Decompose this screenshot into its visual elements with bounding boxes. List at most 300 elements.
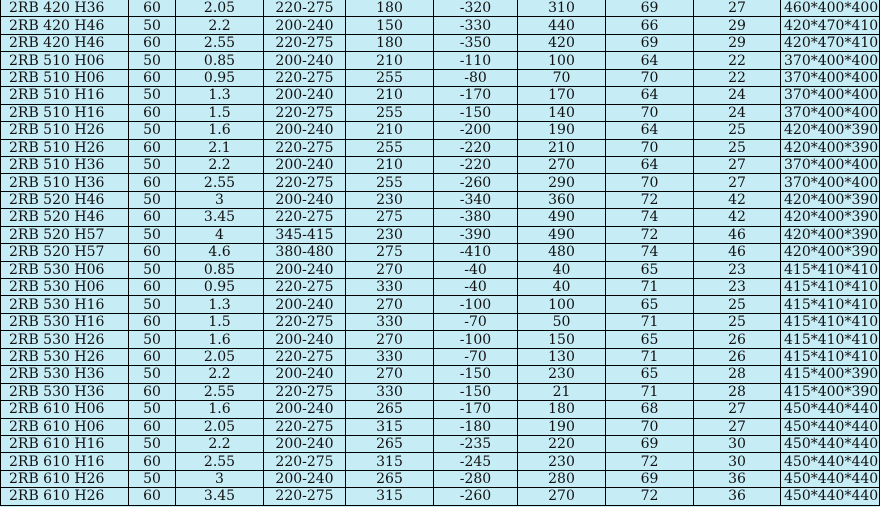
- cell-frequency: 60: [129, 0, 176, 17]
- cell-model: 2RB 520 H57: [1, 226, 129, 243]
- cell-col-6: -170: [434, 87, 518, 104]
- table-row: [1, 209, 880, 226]
- cell-frequency: 60: [129, 488, 176, 505]
- cell-col-9: 25: [694, 296, 781, 313]
- cell-voltage: 200-240: [264, 296, 346, 313]
- cell-power: 0.95: [176, 279, 264, 296]
- spec-table-body: [1, 0, 880, 505]
- cell-model: 2RB 510 H36: [1, 174, 129, 191]
- cell-voltage: 200-240: [264, 87, 346, 104]
- cell-col-7: 170: [518, 87, 606, 104]
- cell-power: 2.2: [176, 17, 264, 34]
- cell-model: 2RB 510 H06: [1, 69, 129, 86]
- cell-dimensions: 370*400*400: [781, 87, 880, 104]
- cell-frequency: 50: [129, 470, 176, 487]
- cell-col-7: 130: [518, 348, 606, 365]
- cell-col-8: 72: [606, 453, 694, 470]
- cell-col-9: 25: [694, 139, 781, 156]
- cell-col-6: -150: [434, 104, 518, 121]
- cell-dimensions: 415*410*410: [781, 331, 880, 348]
- cell-col-8: 65: [606, 366, 694, 383]
- cell-col-9: 27: [694, 174, 781, 191]
- cell-frequency: 50: [129, 401, 176, 418]
- cell-col-5: 210: [346, 156, 434, 173]
- cell-model: 2RB 530 H36: [1, 366, 129, 383]
- cell-col-7: 490: [518, 209, 606, 226]
- cell-col-9: 27: [694, 418, 781, 435]
- table-row: [1, 104, 880, 121]
- cell-power: 1.5: [176, 104, 264, 121]
- cell-col-6: -380: [434, 209, 518, 226]
- cell-frequency: 50: [129, 296, 176, 313]
- cell-col-5: 270: [346, 331, 434, 348]
- cell-voltage: 200-240: [264, 331, 346, 348]
- cell-col-5: 275: [346, 209, 434, 226]
- cell-col-5: 330: [346, 279, 434, 296]
- cell-model: 2RB 420 H36: [1, 0, 129, 17]
- cell-col-6: -320: [434, 0, 518, 17]
- cell-col-8: 66: [606, 17, 694, 34]
- cell-col-6: -260: [434, 174, 518, 191]
- cell-col-6: -110: [434, 52, 518, 69]
- cell-frequency: 60: [129, 383, 176, 400]
- cell-voltage: 220-275: [264, 313, 346, 330]
- cell-col-6: -235: [434, 435, 518, 452]
- table-row: [1, 453, 880, 470]
- cell-col-9: 23: [694, 261, 781, 278]
- cell-col-7: 100: [518, 52, 606, 69]
- cell-col-6: -150: [434, 383, 518, 400]
- cell-dimensions: 415*410*410: [781, 313, 880, 330]
- cell-dimensions: 420*470*410: [781, 34, 880, 51]
- cell-col-6: -410: [434, 244, 518, 261]
- cell-col-5: 315: [346, 453, 434, 470]
- cell-col-8: 68: [606, 401, 694, 418]
- cell-col-5: 265: [346, 435, 434, 452]
- cell-dimensions: 370*400*400: [781, 52, 880, 69]
- cell-dimensions: 420*400*390: [781, 209, 880, 226]
- cell-col-8: 64: [606, 156, 694, 173]
- cell-col-6: -260: [434, 488, 518, 505]
- cell-dimensions: 415*400*390: [781, 383, 880, 400]
- cell-model: 2RB 530 H06: [1, 279, 129, 296]
- cell-voltage: 220-275: [264, 209, 346, 226]
- cell-col-5: 270: [346, 261, 434, 278]
- cell-col-8: 70: [606, 174, 694, 191]
- table-row: [1, 401, 880, 418]
- cell-col-6: -70: [434, 348, 518, 365]
- cell-model: 2RB 510 H06: [1, 52, 129, 69]
- cell-col-9: 24: [694, 87, 781, 104]
- cell-power: 1.5: [176, 313, 264, 330]
- cell-col-7: 270: [518, 156, 606, 173]
- cell-model: 2RB 510 H16: [1, 104, 129, 121]
- table-row: [1, 17, 880, 34]
- cell-model: 2RB 420 H46: [1, 17, 129, 34]
- cell-col-7: 280: [518, 470, 606, 487]
- cell-col-6: -350: [434, 34, 518, 51]
- cell-power: 2.55: [176, 453, 264, 470]
- cell-frequency: 60: [129, 34, 176, 51]
- cell-col-8: 69: [606, 435, 694, 452]
- cell-power: 0.95: [176, 69, 264, 86]
- table-row: [1, 244, 880, 261]
- table-row: [1, 418, 880, 435]
- cell-col-7: 150: [518, 331, 606, 348]
- cell-power: 3: [176, 470, 264, 487]
- cell-voltage: 200-240: [264, 52, 346, 69]
- cell-col-6: -200: [434, 122, 518, 139]
- cell-col-5: 270: [346, 366, 434, 383]
- cell-col-5: 315: [346, 488, 434, 505]
- cell-col-6: -150: [434, 366, 518, 383]
- cell-col-8: 72: [606, 226, 694, 243]
- cell-model: 2RB 610 H06: [1, 418, 129, 435]
- cell-col-7: 360: [518, 191, 606, 208]
- cell-model: 2RB 520 H46: [1, 191, 129, 208]
- cell-voltage: 200-240: [264, 122, 346, 139]
- cell-col-8: 70: [606, 104, 694, 121]
- cell-col-8: 65: [606, 331, 694, 348]
- cell-col-5: 315: [346, 418, 434, 435]
- cell-model: 2RB 530 H26: [1, 348, 129, 365]
- table-row: [1, 383, 880, 400]
- cell-col-7: 420: [518, 34, 606, 51]
- cell-col-5: 210: [346, 87, 434, 104]
- table-row: [1, 174, 880, 191]
- cell-model: 2RB 530 H16: [1, 296, 129, 313]
- cell-model: 2RB 520 H46: [1, 209, 129, 226]
- cell-col-5: 330: [346, 348, 434, 365]
- cell-frequency: 50: [129, 17, 176, 34]
- cell-model: 2RB 510 H16: [1, 87, 129, 104]
- cell-col-6: -100: [434, 296, 518, 313]
- cell-col-8: 70: [606, 69, 694, 86]
- cell-col-5: 230: [346, 191, 434, 208]
- cell-power: 2.2: [176, 435, 264, 452]
- cell-col-7: 21: [518, 383, 606, 400]
- cell-dimensions: 460*400*400: [781, 0, 880, 17]
- cell-col-5: 265: [346, 401, 434, 418]
- cell-voltage: 220-275: [264, 453, 346, 470]
- cell-voltage: 200-240: [264, 435, 346, 452]
- cell-voltage: 220-275: [264, 34, 346, 51]
- cell-dimensions: 450*440*440: [781, 488, 880, 505]
- cell-col-9: 42: [694, 191, 781, 208]
- cell-frequency: 60: [129, 418, 176, 435]
- cell-dimensions: 450*440*440: [781, 401, 880, 418]
- cell-col-9: 28: [694, 366, 781, 383]
- cell-frequency: 50: [129, 156, 176, 173]
- cell-frequency: 50: [129, 191, 176, 208]
- cell-dimensions: 415*410*410: [781, 348, 880, 365]
- cell-col-7: 310: [518, 0, 606, 17]
- cell-col-8: 69: [606, 470, 694, 487]
- cell-frequency: 50: [129, 331, 176, 348]
- cell-col-9: 22: [694, 69, 781, 86]
- cell-model: 2RB 530 H06: [1, 261, 129, 278]
- table-row: [1, 296, 880, 313]
- cell-power: 1.6: [176, 122, 264, 139]
- cell-col-9: 30: [694, 453, 781, 470]
- cell-dimensions: 420*400*390: [781, 122, 880, 139]
- cell-frequency: 50: [129, 87, 176, 104]
- cell-power: 2.55: [176, 383, 264, 400]
- table-row: [1, 435, 880, 452]
- cell-col-9: 25: [694, 313, 781, 330]
- cell-dimensions: 450*440*440: [781, 470, 880, 487]
- cell-model: 2RB 610 H16: [1, 435, 129, 452]
- cell-power: 2.05: [176, 348, 264, 365]
- cell-voltage: 380-480: [264, 244, 346, 261]
- cell-dimensions: 420*400*390: [781, 244, 880, 261]
- cell-frequency: 60: [129, 348, 176, 365]
- cell-dimensions: 415*400*390: [781, 366, 880, 383]
- cell-col-6: -245: [434, 453, 518, 470]
- cell-model: 2RB 530 H16: [1, 313, 129, 330]
- cell-col-8: 74: [606, 244, 694, 261]
- cell-frequency: 50: [129, 52, 176, 69]
- cell-col-9: 46: [694, 226, 781, 243]
- cell-col-9: 23: [694, 279, 781, 296]
- cell-col-7: 210: [518, 139, 606, 156]
- cell-col-5: 255: [346, 174, 434, 191]
- cell-col-9: 30: [694, 435, 781, 452]
- cell-voltage: 220-275: [264, 418, 346, 435]
- cell-col-8: 64: [606, 87, 694, 104]
- cell-col-9: 29: [694, 34, 781, 51]
- cell-model: 2RB 520 H57: [1, 244, 129, 261]
- cell-frequency: 50: [129, 366, 176, 383]
- cell-dimensions: 420*400*390: [781, 139, 880, 156]
- cell-col-7: 480: [518, 244, 606, 261]
- cell-col-8: 71: [606, 279, 694, 296]
- cell-power: 1.6: [176, 401, 264, 418]
- cell-col-9: 42: [694, 209, 781, 226]
- cell-power: 4: [176, 226, 264, 243]
- cell-col-8: 70: [606, 139, 694, 156]
- cell-col-8: 74: [606, 209, 694, 226]
- cell-model: 2RB 510 H26: [1, 122, 129, 139]
- cell-voltage: 200-240: [264, 470, 346, 487]
- cell-power: 1.3: [176, 296, 264, 313]
- cell-dimensions: 420*400*390: [781, 191, 880, 208]
- table-row: [1, 366, 880, 383]
- cell-col-9: 36: [694, 470, 781, 487]
- cell-col-6: -80: [434, 69, 518, 86]
- cell-voltage: 220-275: [264, 69, 346, 86]
- cell-power: 1.3: [176, 87, 264, 104]
- cell-col-8: 72: [606, 488, 694, 505]
- cell-power: 2.2: [176, 366, 264, 383]
- cell-power: 0.85: [176, 52, 264, 69]
- cell-voltage: 200-240: [264, 366, 346, 383]
- cell-power: 2.2: [176, 156, 264, 173]
- cell-frequency: 60: [129, 209, 176, 226]
- cell-col-5: 265: [346, 470, 434, 487]
- cell-voltage: 200-240: [264, 156, 346, 173]
- cell-power: 3.45: [176, 488, 264, 505]
- cell-model: 2RB 610 H16: [1, 453, 129, 470]
- cell-col-8: 69: [606, 34, 694, 51]
- cell-col-5: 180: [346, 0, 434, 17]
- cell-col-5: 330: [346, 383, 434, 400]
- cell-frequency: 50: [129, 226, 176, 243]
- table-row: [1, 139, 880, 156]
- table-row: [1, 156, 880, 173]
- cell-model: 2RB 610 H26: [1, 470, 129, 487]
- cell-col-8: 71: [606, 383, 694, 400]
- cell-dimensions: 450*440*440: [781, 435, 880, 452]
- cell-col-7: 100: [518, 296, 606, 313]
- cell-col-6: -170: [434, 401, 518, 418]
- cell-dimensions: 450*440*440: [781, 453, 880, 470]
- cell-voltage: 200-240: [264, 191, 346, 208]
- cell-voltage: 220-275: [264, 279, 346, 296]
- cell-col-6: -390: [434, 226, 518, 243]
- cell-col-5: 255: [346, 139, 434, 156]
- table-row: [1, 191, 880, 208]
- cell-dimensions: 415*410*410: [781, 279, 880, 296]
- cell-model: 2RB 420 H46: [1, 34, 129, 51]
- cell-dimensions: 370*400*400: [781, 69, 880, 86]
- cell-col-7: 290: [518, 174, 606, 191]
- cell-col-7: 140: [518, 104, 606, 121]
- cell-col-5: 330: [346, 313, 434, 330]
- cell-model: 2RB 530 H26: [1, 331, 129, 348]
- cell-frequency: 50: [129, 261, 176, 278]
- cell-frequency: 60: [129, 139, 176, 156]
- cell-col-9: 27: [694, 0, 781, 17]
- cell-frequency: 60: [129, 174, 176, 191]
- cell-model: 2RB 610 H26: [1, 488, 129, 505]
- cell-dimensions: 420*400*390: [781, 226, 880, 243]
- cell-col-9: 22: [694, 52, 781, 69]
- cell-col-5: 210: [346, 122, 434, 139]
- cell-col-9: 25: [694, 122, 781, 139]
- cell-col-5: 255: [346, 104, 434, 121]
- cell-col-5: 275: [346, 244, 434, 261]
- cell-col-8: 69: [606, 0, 694, 17]
- cell-col-6: -70: [434, 313, 518, 330]
- cell-frequency: 50: [129, 435, 176, 452]
- cell-col-8: 71: [606, 313, 694, 330]
- cell-power: 2.55: [176, 174, 264, 191]
- cell-frequency: 60: [129, 69, 176, 86]
- cell-col-8: 65: [606, 296, 694, 313]
- cell-col-9: 27: [694, 401, 781, 418]
- cell-col-5: 210: [346, 52, 434, 69]
- cell-col-7: 40: [518, 261, 606, 278]
- cell-frequency: 60: [129, 244, 176, 261]
- cell-col-8: 71: [606, 348, 694, 365]
- table-row: [1, 0, 880, 17]
- cell-col-9: 36: [694, 488, 781, 505]
- cell-model: 2RB 610 H06: [1, 401, 129, 418]
- cell-col-9: 26: [694, 331, 781, 348]
- table-row: [1, 348, 880, 365]
- cell-col-9: 26: [694, 348, 781, 365]
- cell-dimensions: 415*410*410: [781, 296, 880, 313]
- cell-voltage: 220-275: [264, 0, 346, 17]
- table-row: [1, 52, 880, 69]
- cell-col-8: 64: [606, 52, 694, 69]
- cell-col-6: -280: [434, 470, 518, 487]
- cell-dimensions: 420*470*410: [781, 17, 880, 34]
- cell-dimensions: 370*400*400: [781, 156, 880, 173]
- cell-power: 2.05: [176, 0, 264, 17]
- cell-dimensions: 415*410*410: [781, 261, 880, 278]
- cell-voltage: 220-275: [264, 174, 346, 191]
- cell-col-7: 180: [518, 401, 606, 418]
- cell-col-5: 230: [346, 226, 434, 243]
- cell-power: 2.1: [176, 139, 264, 156]
- cell-col-9: 46: [694, 244, 781, 261]
- cell-voltage: 220-275: [264, 383, 346, 400]
- cell-voltage: 200-240: [264, 17, 346, 34]
- cell-power: 3: [176, 191, 264, 208]
- cell-col-7: 190: [518, 418, 606, 435]
- table-row: [1, 69, 880, 86]
- cell-col-7: 70: [518, 69, 606, 86]
- cell-col-6: -100: [434, 331, 518, 348]
- cell-col-5: 270: [346, 296, 434, 313]
- cell-frequency: 50: [129, 122, 176, 139]
- cell-model: 2RB 510 H36: [1, 156, 129, 173]
- cell-col-7: 230: [518, 453, 606, 470]
- cell-col-8: 70: [606, 418, 694, 435]
- cell-power: 3.45: [176, 209, 264, 226]
- cell-col-6: -40: [434, 261, 518, 278]
- cell-frequency: 60: [129, 313, 176, 330]
- cell-voltage: 200-240: [264, 261, 346, 278]
- cell-col-6: -220: [434, 139, 518, 156]
- cell-col-6: -180: [434, 418, 518, 435]
- cell-col-9: 27: [694, 156, 781, 173]
- cell-voltage: 220-275: [264, 139, 346, 156]
- cell-power: 1.6: [176, 331, 264, 348]
- table-row: [1, 331, 880, 348]
- table-row: [1, 226, 880, 243]
- cell-col-7: 490: [518, 226, 606, 243]
- cell-col-7: 230: [518, 366, 606, 383]
- cell-col-9: 24: [694, 104, 781, 121]
- table-row: [1, 279, 880, 296]
- cell-col-6: -220: [434, 156, 518, 173]
- cell-voltage: 220-275: [264, 488, 346, 505]
- cell-frequency: 60: [129, 279, 176, 296]
- cell-model: 2RB 510 H26: [1, 139, 129, 156]
- cell-col-7: 40: [518, 279, 606, 296]
- cell-col-5: 255: [346, 69, 434, 86]
- table-row: [1, 122, 880, 139]
- table-row: [1, 261, 880, 278]
- cell-col-8: 65: [606, 261, 694, 278]
- cell-voltage: 200-240: [264, 401, 346, 418]
- cell-power: 0.85: [176, 261, 264, 278]
- cell-col-8: 64: [606, 122, 694, 139]
- cell-col-8: 72: [606, 191, 694, 208]
- cell-col-7: 440: [518, 17, 606, 34]
- cell-voltage: 220-275: [264, 104, 346, 121]
- cell-col-6: -40: [434, 279, 518, 296]
- table-row: [1, 34, 880, 51]
- cell-col-6: -330: [434, 17, 518, 34]
- cell-voltage: 220-275: [264, 348, 346, 365]
- cell-frequency: 60: [129, 453, 176, 470]
- cell-voltage: 345-415: [264, 226, 346, 243]
- cell-power: 2.05: [176, 418, 264, 435]
